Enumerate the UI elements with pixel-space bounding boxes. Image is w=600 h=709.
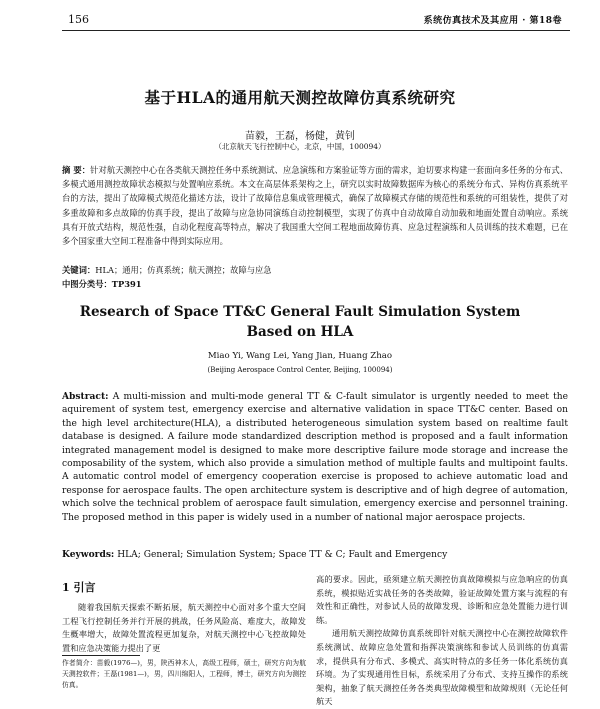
chinese-keywords-text: HLA；通用；仿真系统；航天测控；故障与应急 xyxy=(95,265,272,275)
intro-left-paragraph: 随着我国航天探索不断拓展，航天测控中心面对多个重大空间工程飞行控制任务并行开展的挑战，任务风险高、难度大，故障发生概率增大，故障处置流程更加复杂，对航天测控中心飞控故障处置和应急决策能力提出了更 xyxy=(62,602,306,653)
intro-right-column xyxy=(316,573,568,709)
english-keywords-label: Keywords: xyxy=(62,549,115,560)
chinese-abstract-label: 摘 要： xyxy=(62,165,91,175)
page-number: 156 xyxy=(68,13,89,26)
english-keywords xyxy=(62,548,568,562)
chinese-abstract xyxy=(62,163,568,248)
english-keywords-text: HLA; General; Simulation System; Space TT & C; Fault and Emergency xyxy=(117,550,448,560)
section-heading: 1 引言 xyxy=(62,581,96,594)
chinese-keywords xyxy=(62,264,568,277)
english-title-line2: Based on HLA xyxy=(246,324,354,340)
chinese-title: 基于HLA的通用航天测控故障仿真系统研究 xyxy=(144,88,456,107)
classification-label: 中图分类号： xyxy=(62,279,112,289)
classification-number xyxy=(62,278,568,291)
chinese-abstract-text: 针对航天测控中心在各类航天测控任务中系统测试、应急演练和方案验证等方面的需求，迫切要求构建一套面向多任务的分布式、多模式通用测控故障状态模拟与处置响应系统。本文在高层体系架构之上，研究以实时故障数据库为核心的系统分布式、异构仿真系统平台的方法，提出了故障模式规范化描述方法，设计了故障信息集成管理模式，确保了故障模式存储的规范性和系统的可组装性，提供了对多重故障和多点故障的仿真手段，提出了故障与应急协同演练自动控制模型，实现了仿真中自动故障自动加载和地面处置自动响应。系统具有开放式结构，规范性强，自动化程度高等特点，解决了我国重大空间工程地面故障仿真、应急过程演练和人员训练的技术难题，已在多个国家重大空间工程准备中得到实际应用。 xyxy=(62,165,568,247)
english-authors: Miao Yi, Wang Lei, Yang Jian, Huang Zhao xyxy=(207,351,393,361)
english-abstract xyxy=(62,390,568,525)
english-title-line1: Research of Space TT&C General Fault Simulation System xyxy=(79,304,521,320)
intro-right-paragraph-2: 通用航天测控故障仿真系统即针对航天测控中心在测控故障软件系统测试、故障应急处置和指挥决策演练和参试人员训练的仿真需求，提供具有分布式、多模式、高实时特点的多任务一体化系统仿真环境。为了实现通用性目标，系统采用了分布式、支持互操作的系统架构，抽象了航天测控任务各类典型故障模型和故障规则（无论任何航天 xyxy=(316,628,568,707)
chinese-authors: 苗毅，王磊，杨健，黄钊 xyxy=(245,131,355,142)
journal-header: 系统仿真技术及其应用 · 第18卷 xyxy=(423,16,562,26)
footnote-rule xyxy=(62,655,140,656)
chinese-affiliation: （北京航天飞行控制中心，北京，中国，100094） xyxy=(214,142,386,151)
english-title xyxy=(0,302,600,342)
author-footnote: 作者简介：苗毅(1976—)，男，陕西神木人，高级工程师，硕士，研究方向为航天测控软件；王磊(1981—)，男，四川绵阳人，工程师，博士，研究方向为测控仿真。 xyxy=(62,659,306,690)
english-abstract-text: A multi-mission and multi-mode general TT & C-fault simulator is urgently needed to meet the aquirement of system test, emergency exercise and alternative validation in space TT&C center. Based on the high level architecture(HLA), a distributed heterogeneous simulation system based on realtime fault database is designed. A failure mode standardized description method is proposed and a fault information integrated management model is designed to make more descriptive failure mode storage and increase the composability of the system, which also provide a simulation method of multiple faults and multipoint faults. A automatic control model of emergency cooperation exercise is proposed to achieve automatic load and response for aerospace faults. The open architecture system is descriptive and of high degree of automation, which solve the technical problem of aerospace fault simulation, emergency exercise and personnel training. The proposed method in this paper is widely used in a number of national major aerospace projects. xyxy=(62,392,568,523)
english-abstract-label: Abstract: xyxy=(62,391,109,402)
english-affiliation: (Beijing Aerospace Control Center, Beijing, 100094) xyxy=(207,366,393,374)
chinese-keywords-label: 关键词： xyxy=(62,265,96,275)
intro-right-paragraph-1: 高的要求。因此，亟须建立航天测控仿真故障模拟与应急响应的仿真系统，模拟贴近实战任务的各类故障，验证故障处置方案与流程的有效性和正确性，对参试人员的故障发现、诊断和应急处置能力进行训练。 xyxy=(316,574,568,625)
classification-value: TP391 xyxy=(111,279,142,289)
header-rule xyxy=(62,30,570,31)
